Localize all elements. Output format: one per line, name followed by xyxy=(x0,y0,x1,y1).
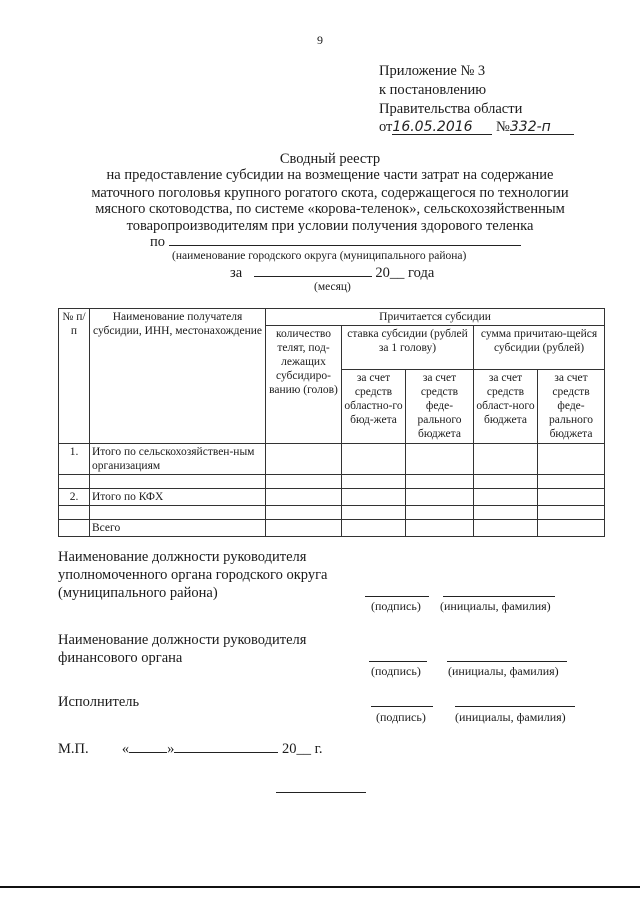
handwritten-date: 16.05.2016 xyxy=(392,120,492,135)
year-label: 20__ года xyxy=(375,265,435,281)
district-caption: (наименование городского округа (муниципального района) xyxy=(172,250,467,262)
header-sum: сумма причитаю-щейся субсидии (рублей) xyxy=(474,326,605,370)
district-line xyxy=(150,233,521,251)
page-number: 9 xyxy=(317,33,323,47)
date-year: 20__ г. xyxy=(282,741,323,757)
header-due: Причитается субсидии xyxy=(266,309,605,326)
sig2-name-line xyxy=(447,661,567,662)
header-rate: ставка субсидии (рублей за 1 голову) xyxy=(342,326,474,370)
period-line xyxy=(230,264,434,282)
sig1-sign-line xyxy=(365,596,429,597)
sig1-name-line xyxy=(443,596,555,597)
header-calf-count: количество телят, под-лежащих субсидиро-ванию (голов) xyxy=(266,326,342,444)
appendix-line-3: Правительства области xyxy=(379,101,523,117)
sig2-sign-caption: (подпись) xyxy=(371,664,421,678)
table-row xyxy=(59,520,605,537)
executor-sign-caption: (подпись) xyxy=(376,710,426,724)
header-sum-federal: за счет средств феде-рального бюджета xyxy=(538,370,605,444)
stamp-line xyxy=(58,740,323,758)
sig2-line-1: Наименование должности руководителя xyxy=(58,632,307,648)
title-line-3: мясного скотоводства, по системе «корова-теленок», сельскохозяйственным xyxy=(95,201,565,217)
executor-name-caption: (инициалы, фамилия) xyxy=(455,710,566,724)
executor-name-line xyxy=(455,706,575,707)
table-row xyxy=(59,506,605,520)
sig1-line-1: Наименование должности руководителя xyxy=(58,549,307,565)
handwritten-number: 332-п xyxy=(510,120,574,135)
sig1-name-caption: (инициалы, фамилия) xyxy=(440,599,551,613)
date-month-blank xyxy=(174,740,278,753)
register-table xyxy=(58,308,605,537)
number-prefix: № xyxy=(496,119,510,135)
sig1-line-2: уполномоченного органа городского округа xyxy=(58,567,328,583)
row-num: 1. xyxy=(59,444,90,475)
za-label: за xyxy=(230,265,243,281)
sig2-name-caption: (инициалы, фамилия) xyxy=(448,664,559,678)
district-blank xyxy=(169,233,521,246)
executor-label: Исполнитель xyxy=(58,694,140,710)
month-blank xyxy=(254,264,372,277)
row-name: Итого по сельскохозяйствен-ным организациям xyxy=(90,444,266,475)
header-num: № п/п xyxy=(59,309,90,444)
table-row xyxy=(59,475,605,489)
table-row xyxy=(59,489,605,506)
date-quote-open: « xyxy=(121,741,130,757)
row-name: Итого по КФХ xyxy=(90,489,266,506)
header-rate-regional: за счет средств областно-го бюд-жета xyxy=(342,370,406,444)
executor-sign-line xyxy=(371,706,433,707)
page-bottom-border xyxy=(0,886,640,888)
title-line-4: товаропроизводителям при условии получения здорового теленка xyxy=(126,218,534,234)
sig1-line-3: (муниципального района) xyxy=(58,585,218,601)
appendix-line-2: к постановлению xyxy=(379,82,487,98)
header-recipient: Наименование получателя субсидии, ИНН, местонахождение xyxy=(90,309,266,444)
title-line-1: на предоставление субсидии на возмещение части затрат на содержание xyxy=(106,167,554,183)
date-prefix: от xyxy=(379,119,393,135)
closing-line xyxy=(276,792,366,793)
row-name: Всего xyxy=(90,520,266,537)
appendix-date-line xyxy=(379,118,574,137)
sig2-line-2: финансового органа xyxy=(58,650,183,666)
header-rate-federal: за счет средств феде-рального бюджета xyxy=(406,370,474,444)
document-heading: Сводный реестр xyxy=(279,151,381,167)
sig2-sign-line xyxy=(369,661,427,662)
date-day-blank xyxy=(129,740,167,753)
mp-label: М.П. xyxy=(58,741,89,757)
table-row xyxy=(59,444,605,475)
date-quote-close: » xyxy=(167,741,175,757)
appendix-line-1: Приложение № 3 xyxy=(379,63,486,79)
header-sum-regional: за счет средств област-ного бюджета xyxy=(474,370,538,444)
po-label: по xyxy=(150,234,166,250)
row-num: 2. xyxy=(59,489,90,506)
title-line-2: маточного поголовья крупного рогатого скота, содержащегося по технологии xyxy=(91,185,569,201)
month-caption: (месяц) xyxy=(314,281,351,293)
sig1-sign-caption: (подпись) xyxy=(371,599,421,613)
